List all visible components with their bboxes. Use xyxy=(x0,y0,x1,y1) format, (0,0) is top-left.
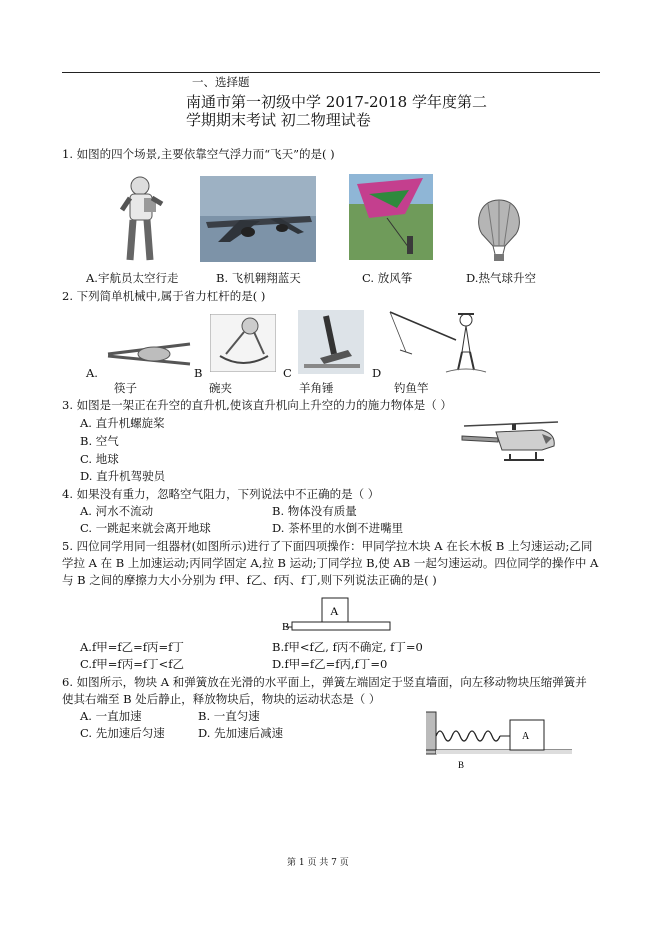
block-on-board-diagram xyxy=(282,594,392,638)
q4-stem: 4. 如果没有重力，忽略空气阻力，下列说法中不正确的是（ ） xyxy=(62,487,380,501)
chopsticks-image xyxy=(106,340,192,368)
q6-option-c: C. 先加速后匀速 xyxy=(80,726,165,740)
q4-option-c: C. 一跳起来就会离开地球 xyxy=(80,521,211,535)
q2-caption-chopsticks: 筷子 xyxy=(114,381,137,395)
hot-air-balloon-image xyxy=(474,198,524,264)
fishing-rod-image xyxy=(386,306,490,376)
q2-caption-claw-hammer: 羊角锤 xyxy=(299,381,334,395)
q6-line-2: 使其右端至 B 处后静止，释放物块后，物块的运动状态是（ ） xyxy=(62,692,381,706)
q6-line-1: 6. 如图所示，物块 A 和弹簧放在光滑的水平面上，弹簧左端固定于竖直墙面，向左移动物块压缩弹簧并 xyxy=(62,675,587,689)
astronaut-image xyxy=(118,174,166,264)
q2-letter-d: D xyxy=(372,366,382,380)
q4-option-b: B. 物体没有质量 xyxy=(272,504,357,518)
q1-option-b: B. 飞机翱翔蓝天 xyxy=(216,271,301,285)
q4-option-a: A. 河水不流动 xyxy=(80,504,154,518)
q5-option-c: C.f甲=f丙=f丁<f乙 xyxy=(80,657,184,671)
q2-caption-bowl-clamp: 碗夹 xyxy=(209,381,232,395)
q3-option-c: C. 地球 xyxy=(80,452,119,466)
airplane-image xyxy=(200,176,316,262)
q5-figure-label-a: A xyxy=(330,604,339,618)
q1-option-c: C. 放风筝 xyxy=(362,271,413,285)
page-footer: 第 1 页 共 7 页 xyxy=(287,858,349,868)
header-rule xyxy=(62,72,600,73)
title-line-1: 南通市第一初级中学 2017-2018 学年度第二 xyxy=(186,93,487,111)
q2-letter-a: A. xyxy=(86,366,98,380)
q5-figure-label-b: B xyxy=(282,621,290,633)
q1-option-a: A.宇航员太空行走 xyxy=(86,271,179,285)
q5-line-1: 5. 四位同学用同一组器材(如图所示)进行了下面四项操作：甲同学拉木块 A 在长木板 B 上匀速运动;乙同 xyxy=(62,539,593,553)
q6-figure-label-a: A xyxy=(522,731,530,742)
q2-letter-c: C xyxy=(283,366,292,380)
bowl-clamp-image xyxy=(210,314,276,372)
q6-figure-label-b: B xyxy=(458,760,465,770)
q6-option-a: A. 一直加速 xyxy=(80,709,142,723)
spring-block-diagram xyxy=(424,708,574,770)
section-heading: 一、选择题 xyxy=(192,75,250,89)
q5-option-a: A.f甲=f乙=f丙=f丁 xyxy=(80,640,184,654)
q5-option-b: B.f甲<f乙, f丙不确定, f丁=0 xyxy=(272,640,423,654)
q2-letter-b: B xyxy=(194,366,203,380)
q3-option-a: A. 直升机螺旋桨 xyxy=(80,416,165,430)
claw-hammer-image xyxy=(298,310,364,374)
q6-option-d: D. 先加速后减速 xyxy=(198,726,284,740)
q1-option-d: D.热气球升空 xyxy=(466,271,536,285)
q5-line-3: 与 B 之间的摩擦力大小分别为 f甲、f乙、f丙、f丁,则下列说法正确的是( ) xyxy=(62,573,437,587)
q2-stem: 2. 下列简单机械中,属于省力杠杆的是( ) xyxy=(62,289,266,303)
kite-image xyxy=(349,174,433,260)
q5-option-d: D.f甲=f乙=f丙,f丁=0 xyxy=(272,657,388,671)
q3-option-b: B. 空气 xyxy=(80,434,119,448)
q2-caption-fishing-rod: 钓鱼竿 xyxy=(394,381,429,395)
title-line-2: 学期期末考试 初二物理试卷 xyxy=(186,111,371,129)
q4-option-d: D. 茶杯里的水倒不进嘴里 xyxy=(272,521,404,535)
q3-option-d: D. 直升机驾驶员 xyxy=(80,469,166,483)
q1-stem: 1. 如图的四个场景,主要依靠空气浮力而“飞天”的是( ) xyxy=(62,147,335,161)
q6-option-b: B. 一直匀速 xyxy=(198,709,260,723)
q5-line-2: 学拉 A 在 B 上加速运动;丙同学固定 A,拉 B 运动;丁同学拉 B,使 AB 一起匀速运动。四位同学的操作中 A xyxy=(62,556,599,570)
q3-stem: 3. 如图是一架正在升空的直升机,使该直升机向上升空的力的施力物体是（ ） xyxy=(62,398,452,412)
helicopter-image xyxy=(458,420,562,466)
